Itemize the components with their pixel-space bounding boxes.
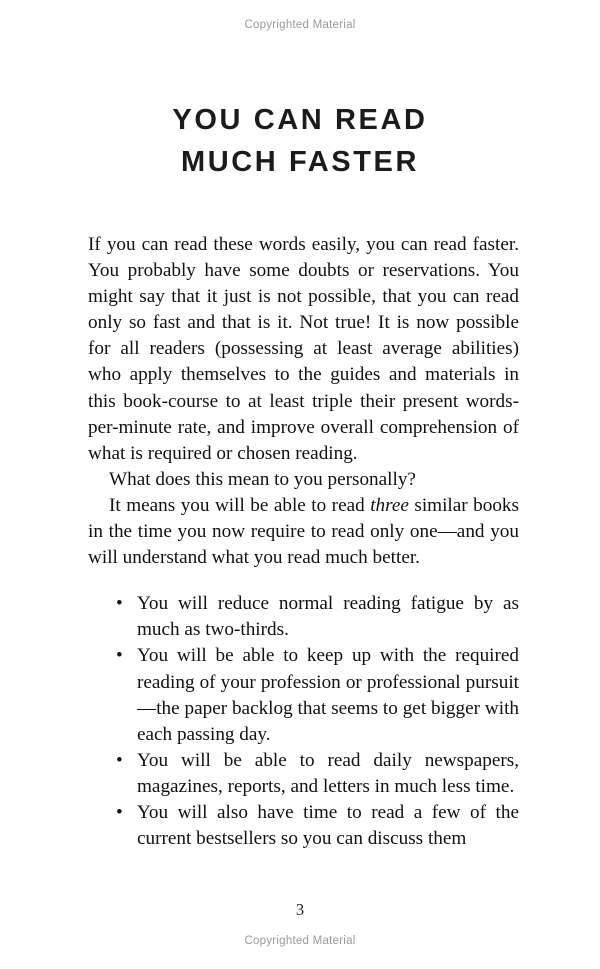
copyright-watermark-top: Copyrighted Material [244,19,356,31]
page-title-line-1: YOU CAN READ [172,104,428,137]
list-item-label: You will be able to keep up with the required reading of your profession or professional pursuit—the paper backlog that seems to get bigger with each passing day. [137,645,519,745]
page-title [0,99,600,183]
page-title-line-2: MUCH FASTER [180,146,420,179]
list-item [116,800,519,852]
list-item-label: You will reduce normal reading fatigue by as much as two-thirds. [137,593,519,641]
bullet-dot-icon: • [116,593,123,615]
paragraph-3-emphasis: three [370,494,409,516]
paragraph-1: If you can read these words easily, you can read faster. You probably have some doubts or reservations. You might say that it just is not possible, that you can read only so fast and that is it. Not true! It is now possible for all readers (possessing at least average abilities) who apply themselves to the guides and materials in this book-course to at least triple their present words-per-minute rate, and improve overall comprehension of what is required or chosen reading. [88,234,519,464]
list-item-label: You will also have time to read a few of the current bestsellers so you can discuss them [137,801,519,850]
list-item [116,643,519,747]
bullet-dot-icon: • [116,645,123,667]
body-text-column [88,232,519,852]
list-item-label: You will be able to read daily newspapers, magazines, reports, and letters in much less time. [137,749,519,797]
paragraph-3 [88,493,519,571]
copyright-watermark-bottom: Copyrighted Material [244,935,356,947]
page-number: 3 [295,900,305,919]
benefits-list [88,591,519,852]
paragraph-3-text-before: It means you will be able to read [109,494,371,516]
list-item [116,591,519,643]
bullet-dot-icon: • [116,801,123,823]
list-item [116,748,519,800]
paragraph-2: What does this mean to you personally? [109,468,416,490]
paragraph-3-text-after: similar books in the time you now require to read only one—and you will understand what you read much better. [88,494,519,569]
bullet-dot-icon: • [116,749,123,771]
